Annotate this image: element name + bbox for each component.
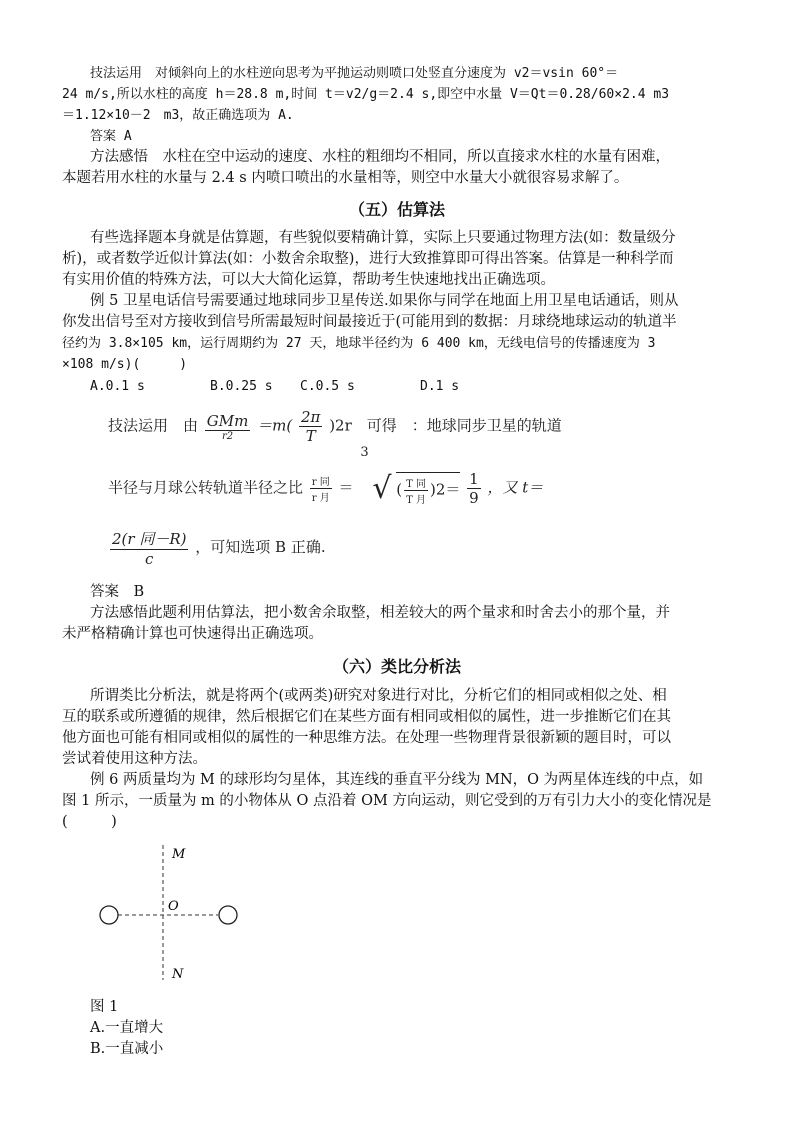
sec5-line-1: 有些选择题本身就是估算题，有些貌似要精确计算，实际上只要通过物理方法(如：数量级分: [90, 230, 676, 246]
example-5-line-3: 径约为 3.8×105 km，运行周期约为 27 天，地球半径约为 6 400 km，无线电信号的传播速度为 3: [62, 336, 656, 351]
math-cube-root: [360, 445, 461, 506]
sec6-line-1: 所谓类比分析法，就是将两个(或两类)研究对象进行对比，分析它们的相同或相似之处、相: [90, 688, 667, 704]
sec5-answer: 答案 B: [90, 584, 145, 600]
math-inner-num: T 同: [404, 475, 428, 491]
math-2-power: )2＝: [429, 480, 461, 498]
sec6-line-4: 尝试着使用这种方法。: [62, 751, 207, 767]
math-result-den: 9: [469, 489, 479, 507]
math-line-3: [108, 528, 326, 568]
p1-line-2: 24 m/s,所以水柱的高度 h＝28.8 m,时间 t＝v2/g＝2.4 s,即空中水量 V＝Qt＝0.28/60×2.4 m3: [62, 87, 670, 102]
math-time-den: c: [145, 550, 154, 568]
sec6-option-b: B.一直减小: [90, 1041, 164, 1057]
figure-1-diagram: [90, 840, 260, 990]
math-2-prefix: 半径与月球公转轨道半径之比: [108, 478, 304, 497]
p1-line-3: ＝1.12×10－2 m3，故正确选项为 A.: [62, 108, 294, 123]
math-fraction-2pi: [299, 408, 322, 445]
math-result-num: 1: [469, 470, 479, 488]
math-root-index: 3: [360, 445, 369, 460]
label-n: N: [172, 967, 184, 982]
example-5-line-4: ×108 m/s)( ): [62, 357, 188, 372]
radical-sign-icon: √: [372, 471, 392, 506]
math-ratio-den: r 月: [311, 493, 330, 504]
math-ratio-fraction: [310, 473, 332, 504]
math-result-fraction: [467, 470, 481, 507]
example-5-line-2: 你发出信号至对方接收到信号所需最短时间最接近于(可能用到的数据：月球绕地球运动的轨道半: [62, 314, 677, 330]
section-5-title: （五）估算法: [348, 200, 445, 219]
sec6-line-3: 他方面也可能有相同或相似的属性的一种思维方法。在处理一些物理背景很新颖的题目时，可以: [62, 730, 671, 746]
p1-answer: 答案 A: [90, 129, 132, 144]
option-a: A.0.1 s: [90, 379, 145, 394]
p1-line-1: 技法运用 对倾斜向上的水柱逆向思考为平抛运动则喷口处竖直分速度为 v2＝vsin 60°＝: [90, 66, 619, 81]
sec5-line-3: 有实用价值的特殊方法，可以大大简化运算，帮助考生快速地找出正确选项。: [62, 272, 555, 288]
option-d: D.1 s: [420, 379, 460, 394]
example-6-line-3: ( ): [62, 814, 117, 830]
example-6-line-2: 图 1 所示，一质量为 m 的小物体从 O 点沿着 OM 方向运动，则它受到的万有引力大小的变化情况是: [62, 793, 712, 809]
math-gmm-num: GMm: [206, 411, 249, 430]
math-line-2: [108, 445, 544, 507]
left-star-circle: [100, 906, 118, 924]
example-5-line-1: 例 5 卫星电话信号需要通过地球同步卫星传送.如果你与同学在地面上用卫星电话通话，则从: [90, 293, 679, 309]
math-3-suffix: ，可知选项 B 正确.: [195, 538, 326, 556]
math-inner-fraction: [404, 475, 428, 506]
math-2pi-num: 2π: [301, 408, 321, 426]
sec6-line-2: 互的联系或所遵循的规律，然后根据它们在某些方面有相同或相似的属性，进一步推断它们在其: [62, 709, 671, 725]
math-fraction-gmm: [205, 412, 251, 442]
math-gmm-den: r2: [222, 430, 234, 442]
label-o: O: [168, 899, 179, 914]
sec6-option-a: A.一直增大: [90, 1020, 164, 1036]
math-1-eq: ＝m(: [257, 416, 293, 435]
right-star-circle: [219, 906, 237, 924]
p1-line-5: 本题若用水柱的水量与 2.4 s 内喷口喷出的水量相等，则空中水量大小就很容易求解了。: [62, 170, 629, 186]
math-1-suffix: )2r 可得 ：地球同步卫星的轨道: [329, 416, 562, 435]
math-2pi-den: T: [305, 427, 316, 445]
math-2-suffix: ，又 t＝: [487, 478, 544, 497]
math-ratio-num: r 同: [310, 473, 332, 489]
label-m: M: [172, 847, 186, 862]
sec5-summary-1: 方法感悟此题利用估算法，把小数舍余取整，相差较大的两个量求和时舍去小的那个量，并: [90, 605, 670, 621]
math-root-body: ( $\frac{\text{T 同}}{\text{T 月}}$ )2＝: [396, 472, 460, 506]
option-b: B.0.25 s: [210, 379, 273, 394]
figure-1-caption: 图 1: [90, 999, 119, 1015]
math-2-eq: ＝: [338, 478, 354, 497]
math-inner-den: T 月: [406, 494, 426, 506]
p1-line-4: 方法感悟 水柱在空中运动的速度、水柱的粗细均不相同，所以直接求水柱的水量有困难，: [90, 149, 670, 165]
math-line-1: [108, 408, 562, 445]
math-time-num: 2(r 同－R): [112, 530, 187, 548]
section-6-title: （六）类比分析法: [332, 657, 461, 676]
sec5-summary-2: 未严格精确计算也可快速得出正确选项。: [62, 626, 323, 642]
option-c: C.0.5 s: [300, 379, 355, 394]
sec5-line-2: 析)，或者数学近似计算法(如：小数舍余取整)，进行大致推算即可得出答案。估算是一种科学而: [62, 251, 674, 267]
example-6-line-1: 例 6 两质量均为 M 的球形均匀星体，其连线的垂直平分线为 MN，O 为两星体连线的中点，如: [90, 772, 704, 788]
math-time-fraction: [110, 528, 188, 568]
math-1-prefix: 技法运用 由: [108, 416, 199, 435]
